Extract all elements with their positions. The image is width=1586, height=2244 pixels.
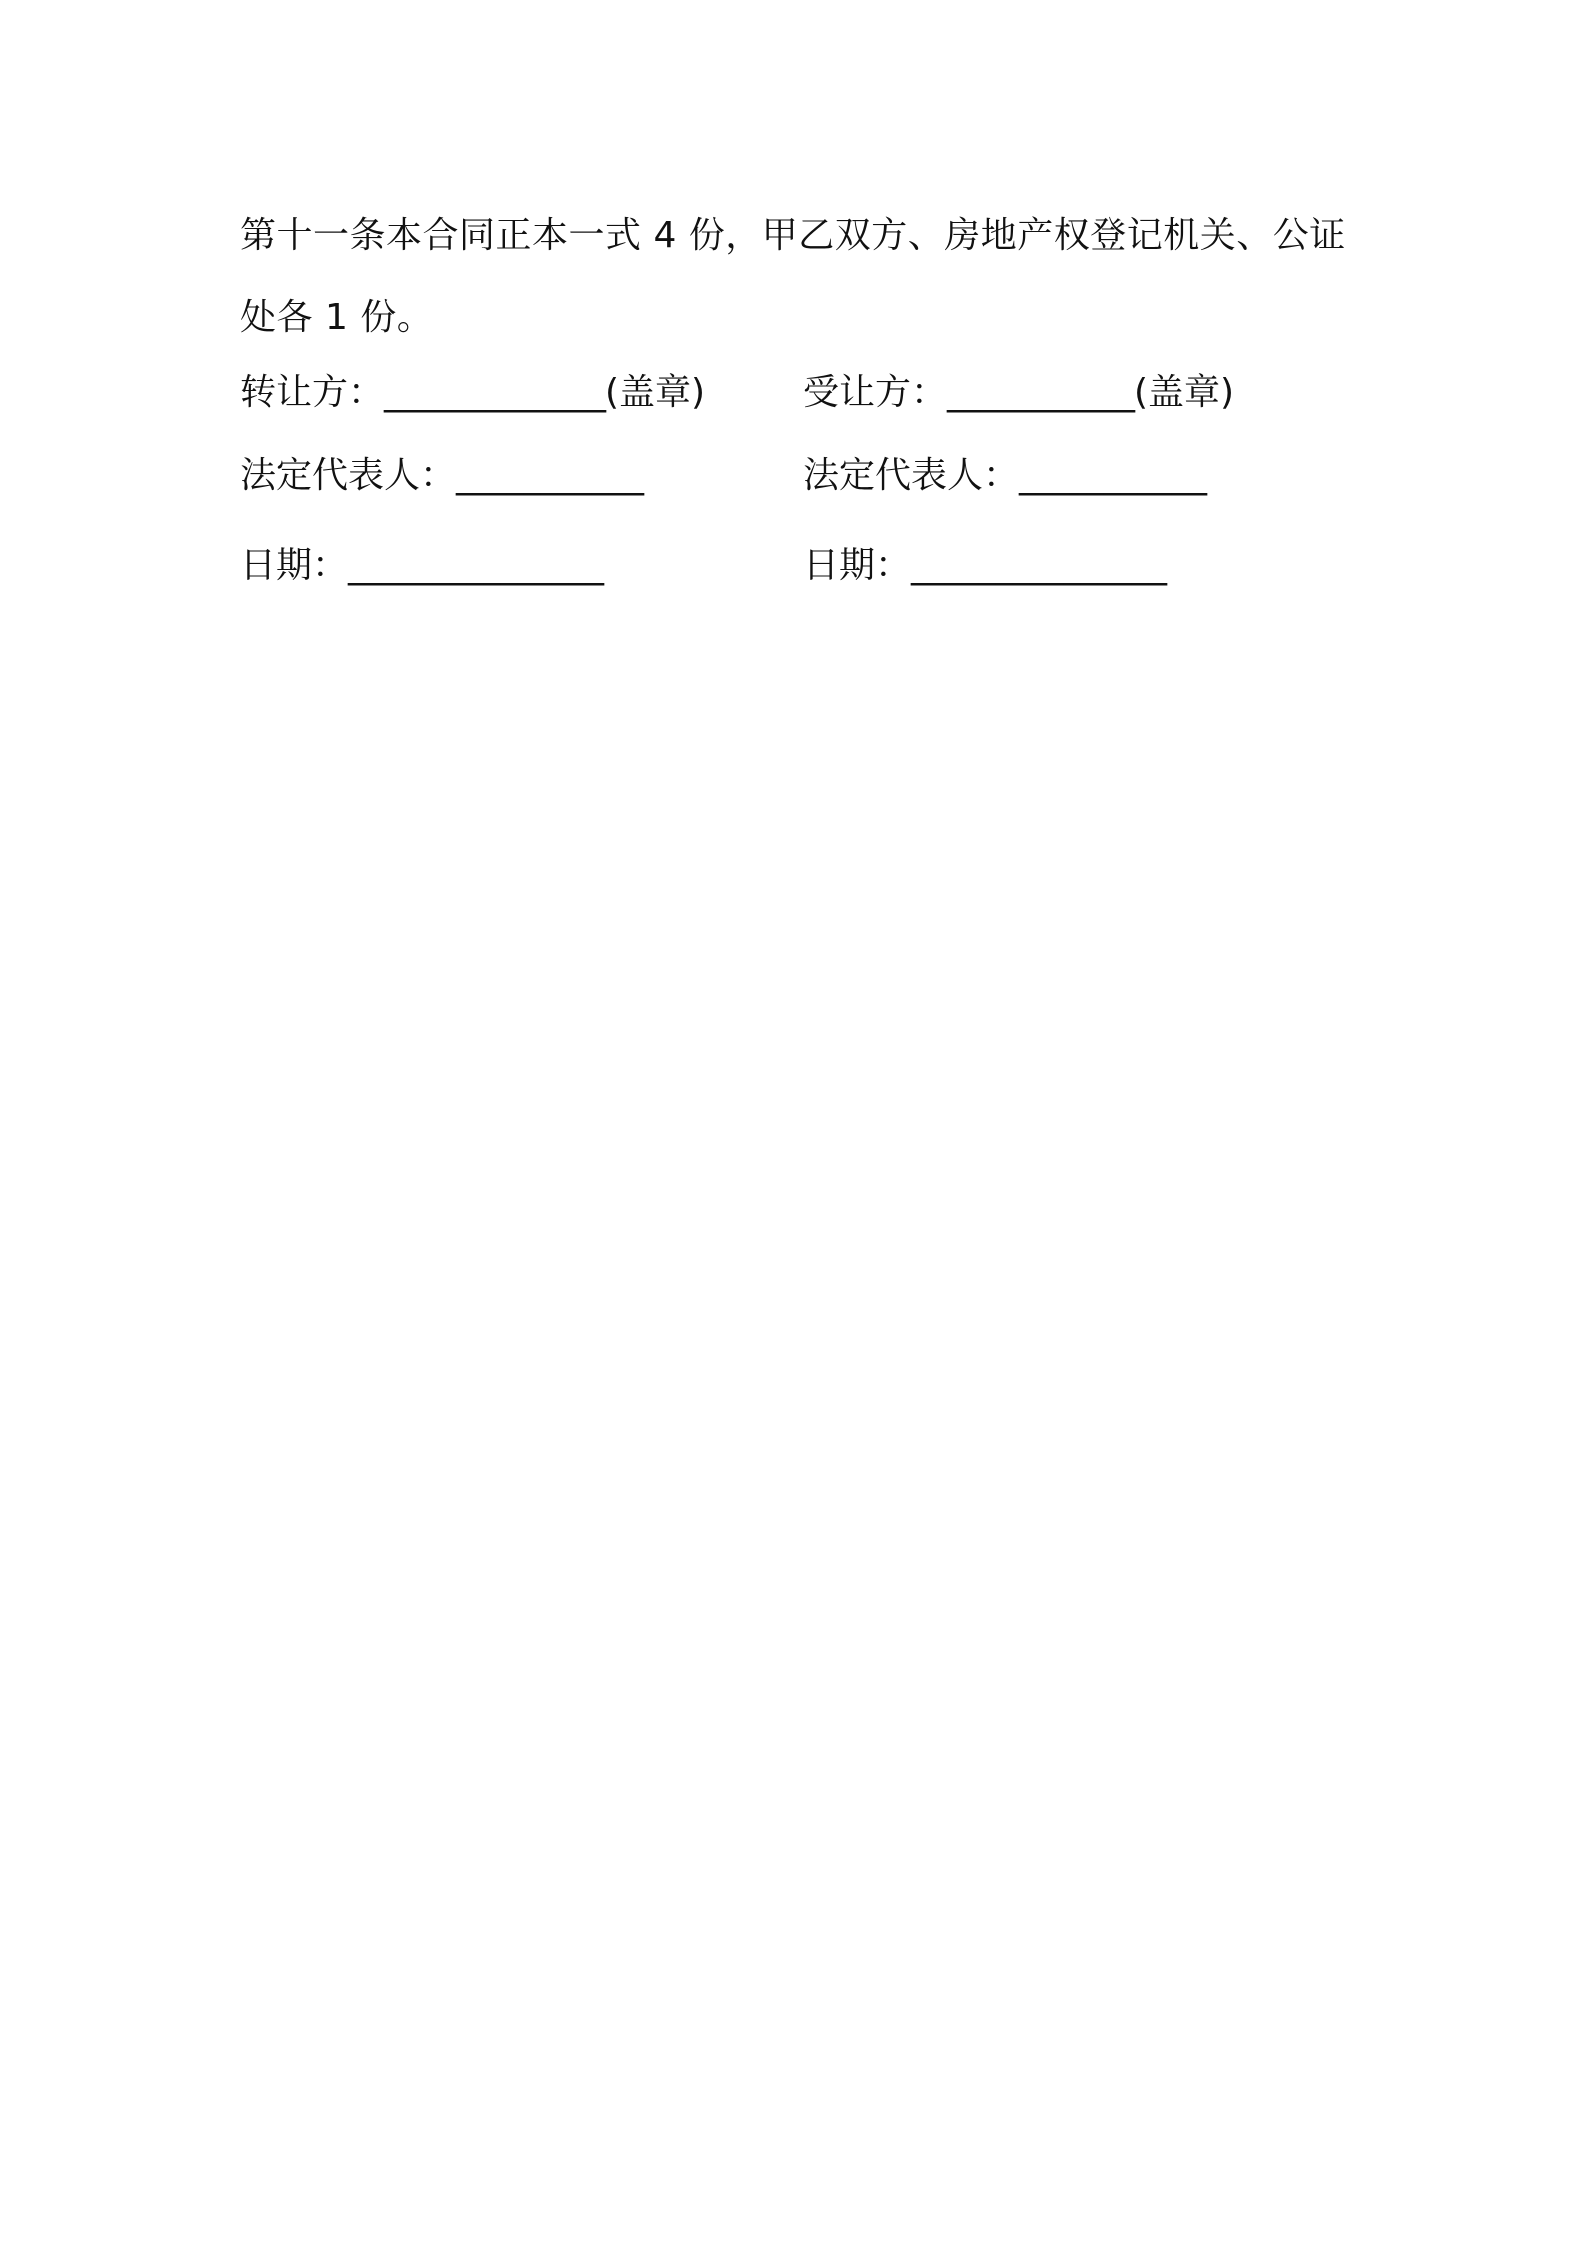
transferee-date-blank[interactable]: _______________ — [911, 545, 1167, 586]
transferor-seal: (盖章) — [605, 372, 706, 413]
clause-line-1: 第十一条本合同正本一式 4 份，甲乙双方、房地产权登记机关、公证 — [240, 215, 1346, 256]
transferee-blank[interactable]: ___________ — [947, 372, 1135, 413]
transferor-label: 转让方： — [240, 372, 385, 413]
transferor-blank[interactable]: _____________ — [384, 372, 606, 413]
transferor-representative — [240, 446, 643, 506]
transferee-rep-label: 法定代表人： — [803, 455, 1020, 496]
transferee-date — [803, 536, 1166, 596]
clause-line-2: 处各 1 份。 — [240, 297, 434, 338]
transferee-rep-blank[interactable]: ___________ — [1019, 455, 1207, 496]
transferor-date — [240, 536, 603, 596]
clause-eleven — [240, 195, 1370, 359]
transferee-seal: (盖章) — [1134, 372, 1235, 413]
signature-row-parties — [240, 363, 1370, 423]
transferee-label: 受让方： — [803, 372, 948, 413]
transferor-date-blank[interactable]: _______________ — [348, 545, 604, 586]
transferor-signature — [240, 363, 705, 423]
signature-row-representatives — [240, 446, 1370, 506]
transferee-date-label: 日期： — [803, 545, 912, 586]
transferee-signature — [803, 363, 1234, 423]
transferor-rep-label: 法定代表人： — [240, 455, 457, 496]
transferor-date-label: 日期： — [240, 545, 349, 586]
transferee-representative — [803, 446, 1206, 506]
transferor-rep-blank[interactable]: ___________ — [456, 455, 644, 496]
signature-row-dates — [240, 536, 1370, 596]
